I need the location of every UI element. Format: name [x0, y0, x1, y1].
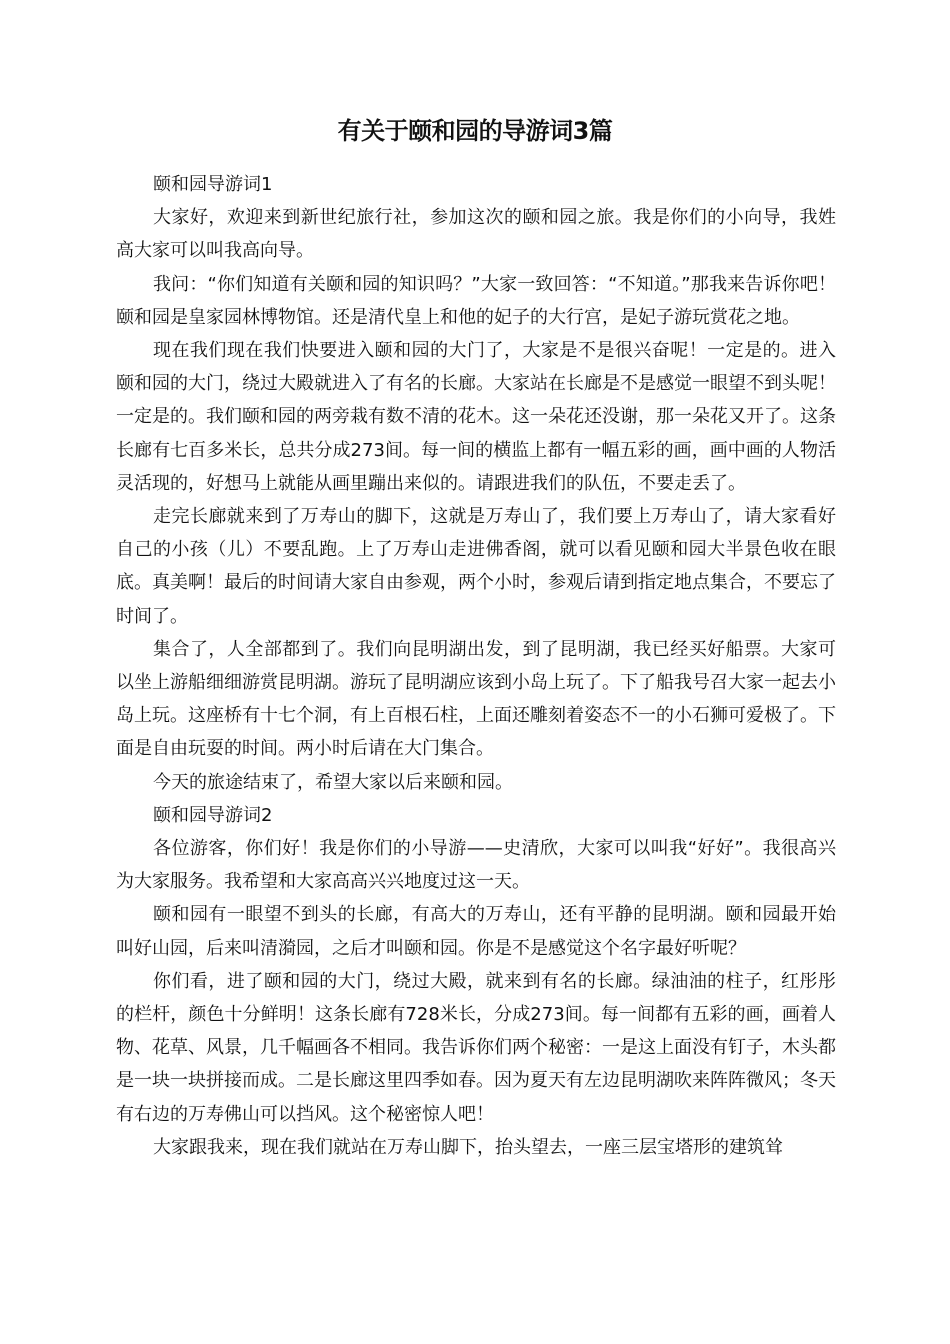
paragraph: 颐和园有一眼望不到头的长廊，有高大的万寿山，还有平静的昆明湖。颐和园最开始叫好山园，后来叫清漪园，之后才叫颐和园。你是不是感觉这个名字最好听呢？ [116, 904, 836, 959]
paragraph: 大家好，欢迎来到新世纪旅行社，参加这次的颐和园之旅。我是你们的小向导，我姓高大家可以叫我高向导。 [116, 207, 836, 262]
paragraph: 各位游客，你们好！我是你们的小导游——史清欣，大家可以叫我“好好”。我很高兴为大家服务。我希望和大家高高兴兴地度过这一天。 [116, 838, 836, 893]
paragraph: 大家跟我来，现在我们就站在万寿山脚下，抬头望去，一座三层宝塔形的建筑耸 [153, 1136, 783, 1158]
paragraph: 你们看，进了颐和园的大门，绕过大殿，就来到有名的长廊。绿油油的柱子，红彤彤的栏杆，颜色十分鲜明！这条长廊有728米长，分成273间。每一间都有五彩的画，画着人物、花草、风景，几千幅画各不相同。我告诉你们两个秘密：一是这上面没有钉子，木头都是一块一块拼接而成。二是长廊这里四季如春。因为夏天有左边昆明湖吹来阵阵微风；冬天有右边的万寿佛山可以挡风。这个秘密惊人吧！ [116, 970, 836, 1125]
paragraph: 走完长廊就来到了万寿山的脚下，这就是万寿山了，我们要上万寿山了，请大家看好自己的小孩（儿）不要乱跑。上了万寿山走进佛香阁，就可以看见颐和园大半景色收在眼底。真美啊！最后的时间请大家自由参观，两个小时，参观后请到指定地点集合，不要忘了时间了。 [116, 506, 836, 627]
section-heading: 颐和园导游词1 [153, 174, 273, 195]
paragraph: 集合了，人全部都到了。我们向昆明湖出发，到了昆明湖，我已经买好船票。大家可以坐上游船细细游赏昆明湖。游玩了昆明湖应该到小岛上玩了。下了船我号召大家一起去小岛上玩。这座桥有十七个洞，有上百根石柱，上面还雕刻着姿态不一的小石狮可爱极了。下面是自由玩耍的时间。两小时后请在大门集合。 [116, 638, 836, 760]
document-body [116, 168, 836, 1164]
section-heading: 颐和园导游词2 [153, 804, 273, 826]
paragraph: 我问：“你们知道有关颐和园的知识吗？”大家一致回答：“不知道。”那我来告诉你吧！颐和园是皇家园林博物馆。还是清代皇上和他的妃子的大行宫，是妃子游玩赏花之地。 [116, 273, 836, 328]
paragraph: 今天的旅途结束了，希望大家以后来颐和园。 [153, 771, 513, 793]
paragraph: 现在我们现在我们快要进入颐和园的大门了，大家是不是很兴奋呢！一定是的。进入颐和园的大门，绕过大殿就进入了有名的长廊。大家站在长廊是不是感觉一眼望不到头呢！一定是的。我们颐和园的两旁栽有数不清的花木。这一朵花还没谢，那一朵花又开了。这条长廊有七百多米长，总共分成273间。每一间的横监上都有一幅五彩的画，画中画的人物活灵活现的，好想马上就能从画里蹦出来似的。请跟进我们的队伍，不要走丢了。 [116, 340, 836, 494]
document-title: 有关于颐和园的导游词3篇 [337, 117, 613, 145]
